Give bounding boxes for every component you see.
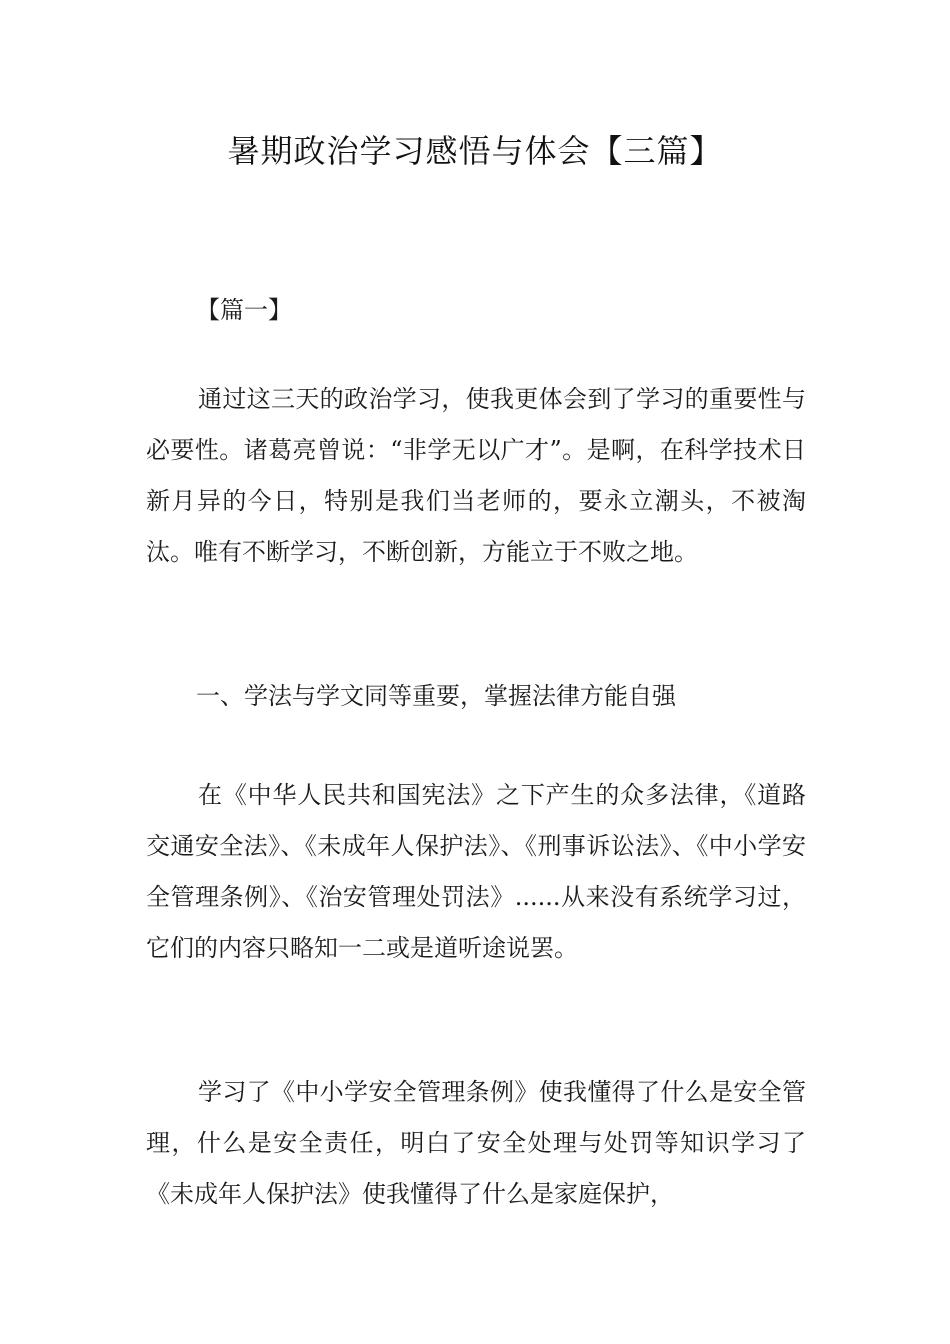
paragraph-laws: 在《中华人民共和国宪法》之下产生的众多法律，《道路交通安全法》、《未成年人保护法》、《刑事诉讼法》、《中小学安全管理条例》、《治安管理处罚法》......从来没有系统学习过，它们的内容只略知一二或是道听途说罢。 bbox=[146, 781, 806, 962]
paragraph-intro: 通过这三天的政治学习，使我更体会到了学习的重要性与必要性。诸葛亮曾说：“非学无以广才”。是啊，在科学技术日新月异的今日，特别是我们当老师的，要永立潮头，不被淘汰。唯有不断学习，不断创新，方能立于不败之地。 bbox=[146, 385, 806, 566]
section-label: 【篇一】 bbox=[196, 296, 292, 324]
paragraph-safety: 学习了《中小学安全管理条例》使我懂得了什么是安全管理，什么是安全责任，明白了安全处理与处罚等知识学习了《未成年人保护法》使我懂得了什么是家庭保护， bbox=[146, 1078, 806, 1208]
document-title: 暑期政治学习感悟与体会【三篇】 bbox=[227, 132, 723, 170]
section-heading: 一、学法与学文同等重要，掌握法律方能自强 bbox=[196, 682, 676, 710]
